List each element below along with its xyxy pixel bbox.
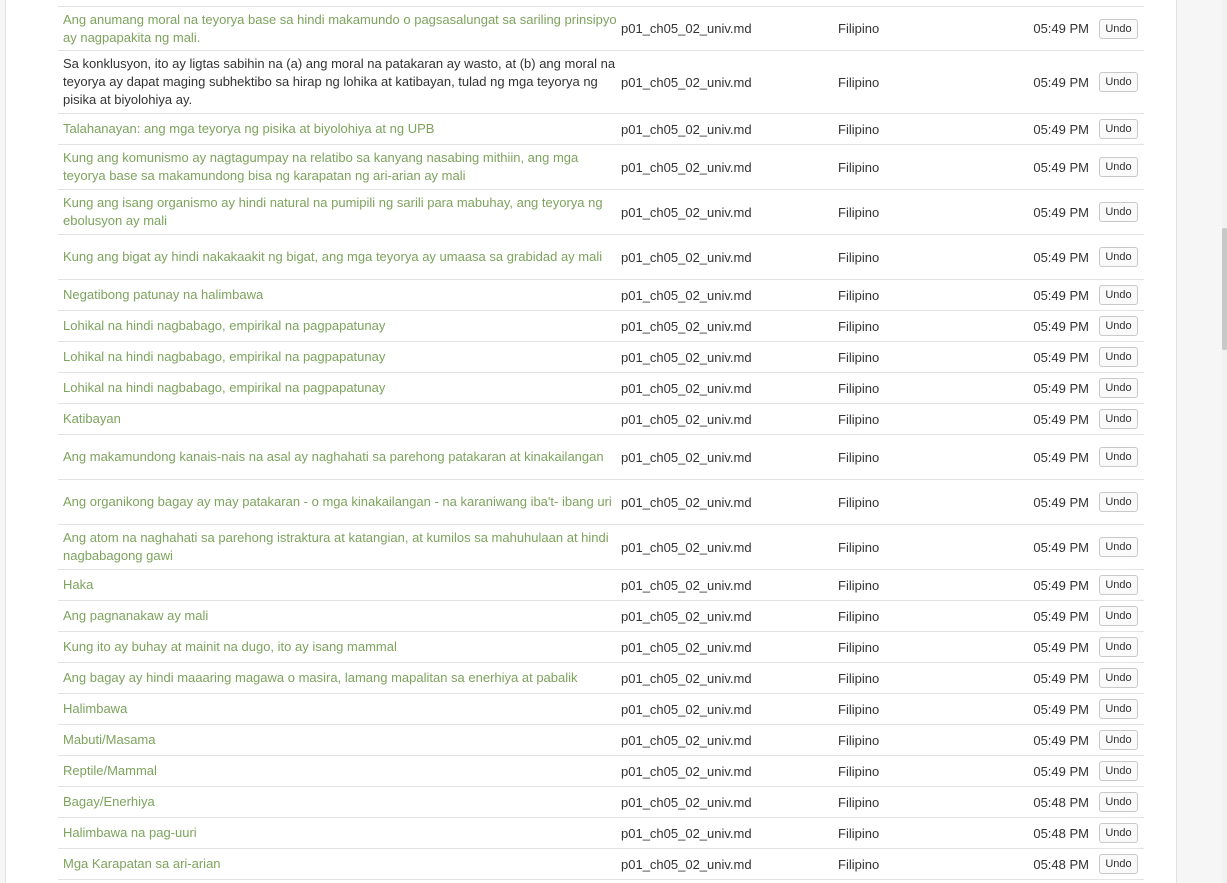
file-name: p01_ch05_02_univ.md — [621, 856, 752, 872]
file-name: p01_ch05_02_univ.md — [621, 494, 752, 510]
undo-button[interactable]: Undo — [1099, 72, 1138, 92]
timestamp: 05:49 PM — [1033, 608, 1089, 624]
language-label: Filipino — [838, 349, 880, 365]
timestamp: 05:49 PM — [1033, 287, 1089, 303]
segment-link[interactable]: Ang bagay ay hindi maaaring magawa o masira, lamang mapalitan sa enerhiya at pabalik — [63, 670, 578, 685]
language-label: Filipino — [838, 670, 880, 686]
file-name: p01_ch05_02_univ.md — [621, 204, 752, 220]
undo-button[interactable]: Undo — [1099, 537, 1138, 557]
table-row — [58, 435, 1144, 480]
timestamp: 05:49 PM — [1033, 74, 1089, 90]
undo-button[interactable]: Undo — [1099, 202, 1138, 222]
language-label: Filipino — [838, 318, 880, 334]
scrollbar-thumb[interactable] — [1222, 228, 1227, 350]
segment-link[interactable]: Mabuti/Masama — [63, 732, 156, 747]
segment-link[interactable]: Negatibong patunay na halimbawa — [63, 287, 264, 302]
file-name: p01_ch05_02_univ.md — [621, 732, 752, 748]
file-name: p01_ch05_02_univ.md — [621, 608, 752, 624]
segment-link[interactable]: Haka — [63, 577, 94, 592]
table-row — [58, 7, 1144, 51]
table-row — [58, 694, 1144, 725]
timestamp: 05:49 PM — [1033, 732, 1089, 748]
timestamp: 05:49 PM — [1033, 763, 1089, 779]
language-label: Filipino — [838, 380, 880, 396]
segment-link[interactable]: Ang atom na naghahati sa parehong istraktura at katangian, at kumilos sa mahuhulaan at hindi nagbabagong gawi — [63, 530, 609, 563]
undo-button[interactable]: Undo — [1099, 637, 1138, 657]
segment-link[interactable]: Halimbawa na pag-uuri — [63, 825, 197, 840]
undo-button[interactable]: Undo — [1099, 157, 1138, 177]
undo-button[interactable]: Undo — [1099, 409, 1138, 429]
table-row — [58, 849, 1144, 880]
language-label: Filipino — [838, 121, 880, 137]
timestamp: 05:49 PM — [1033, 539, 1089, 555]
table-row — [58, 725, 1144, 756]
language-label: Filipino — [838, 204, 880, 220]
segment-link[interactable]: Kung ang komunismo ay nagtagumpay na relatibo sa kanyang nasabing mithiin, ang mga teyorya base sa makamundong bisa ng karapatan ng ari-arian ay mali — [63, 150, 579, 183]
table-row — [58, 311, 1144, 342]
segment-link[interactable]: Kung ang isang organismo ay hindi natural na pumipili ng sarili para mabuhay, ang teyorya ng ebolusyon ay mali — [63, 195, 603, 228]
timestamp: 05:49 PM — [1033, 670, 1089, 686]
file-name: p01_ch05_02_univ.md — [621, 121, 752, 137]
language-label: Filipino — [838, 639, 880, 655]
timestamp: 05:48 PM — [1033, 825, 1089, 841]
timestamp: 05:49 PM — [1033, 318, 1089, 334]
file-name: p01_ch05_02_univ.md — [621, 411, 752, 427]
file-name: p01_ch05_02_univ.md — [621, 318, 752, 334]
segment-link[interactable]: Ang anumang moral na teyorya base sa hindi makamundo o pagsasalungat sa sariling prinsipyo ay nagpapakita ng mali. — [63, 11, 617, 45]
undo-button[interactable]: Undo — [1099, 792, 1138, 812]
undo-button[interactable]: Undo — [1099, 316, 1138, 336]
language-label: Filipino — [838, 249, 880, 265]
timestamp: 05:49 PM — [1033, 494, 1089, 510]
table-row — [58, 404, 1144, 435]
file-name: p01_ch05_02_univ.md — [621, 701, 752, 717]
timestamp: 05:49 PM — [1033, 449, 1089, 465]
undo-button[interactable]: Undo — [1099, 730, 1138, 750]
language-label: Filipino — [838, 494, 880, 510]
language-label: Filipino — [838, 701, 880, 717]
segment-text: Sa konklusyon, ito ay ligtas sabihin na (a) ang moral na patakaran ay wasto, at (b) ang moral na teyorya ay dapat maging subhektibo sa hirap ng lohika at katibayan, tulad ng mga teyorya ng pisika at biyolohiya ay. — [63, 56, 616, 107]
table-row — [58, 632, 1144, 663]
undo-button[interactable]: Undo — [1099, 606, 1138, 626]
timestamp: 05:49 PM — [1033, 349, 1089, 365]
undo-button[interactable]: Undo — [1099, 119, 1138, 139]
file-name: p01_ch05_02_univ.md — [621, 794, 752, 810]
undo-button[interactable]: Undo — [1099, 247, 1138, 267]
segment-link[interactable]: Lohikal na hindi nagbabago, empirikal na pagpapatunay — [63, 318, 386, 333]
scrollbar[interactable] — [1222, 0, 1227, 883]
segment-link[interactable]: Talahanayan: ang mga teyorya ng pisika at biyolohiya at ng UPB — [63, 121, 435, 136]
undo-button[interactable]: Undo — [1099, 285, 1138, 305]
segment-link[interactable]: Ang makamundong kanais-nais na asal ay naghahati sa parehong patakaran at kinakailangan — [63, 449, 604, 464]
undo-button[interactable]: Undo — [1099, 575, 1138, 595]
table-row — [58, 756, 1144, 787]
file-name: p01_ch05_02_univ.md — [621, 159, 752, 175]
table-row — [58, 570, 1144, 601]
timestamp: 05:49 PM — [1033, 21, 1089, 36]
timestamp: 05:49 PM — [1033, 159, 1089, 175]
file-name: p01_ch05_02_univ.md — [621, 670, 752, 686]
segment-link[interactable]: Halimbawa — [63, 701, 128, 716]
language-label: Filipino — [838, 794, 880, 810]
file-name: p01_ch05_02_univ.md — [621, 825, 752, 841]
table-row — [58, 787, 1144, 818]
segment-link[interactable]: Mga Karapatan sa ari-arian — [63, 856, 221, 871]
segment-link[interactable]: Ang pagnanakaw ay mali — [63, 608, 209, 623]
file-name: p01_ch05_02_univ.md — [621, 763, 752, 779]
language-label: Filipino — [838, 287, 880, 303]
undo-button[interactable]: Undo — [1099, 761, 1138, 781]
timestamp: 05:49 PM — [1033, 639, 1089, 655]
table-row — [58, 818, 1144, 849]
segment-link[interactable]: Lohikal na hindi nagbabago, empirikal na pagpapatunay — [63, 380, 386, 395]
language-label: Filipino — [838, 449, 880, 465]
file-name: p01_ch05_02_univ.md — [621, 380, 752, 396]
table-row — [58, 525, 1144, 570]
timestamp: 05:49 PM — [1033, 411, 1089, 427]
timestamp: 05:49 PM — [1033, 380, 1089, 396]
language-label: Filipino — [838, 732, 880, 748]
language-label: Filipino — [838, 74, 880, 90]
table-row — [58, 480, 1144, 525]
language-label: Filipino — [838, 825, 880, 841]
file-name: p01_ch05_02_univ.md — [621, 249, 752, 265]
segment-link[interactable]: Katibayan — [63, 411, 121, 426]
undo-button[interactable]: Undo — [1099, 19, 1138, 39]
table-row — [58, 114, 1144, 145]
timestamp: 05:49 PM — [1033, 577, 1089, 593]
language-label: Filipino — [838, 159, 880, 175]
file-name: p01_ch05_02_univ.md — [621, 639, 752, 655]
table-row — [58, 663, 1144, 694]
segment-link[interactable]: Ang organikong bagay ay may patakaran - o mga kinakailangan - na karaniwang iba't- ibang uri — [63, 494, 612, 509]
language-label: Filipino — [838, 539, 880, 555]
table-row — [58, 51, 1144, 114]
file-name: p01_ch05_02_univ.md — [621, 577, 752, 593]
language-label: Filipino — [838, 577, 880, 593]
table-row — [58, 342, 1144, 373]
undo-button[interactable]: Undo — [1099, 823, 1138, 843]
timestamp: 05:48 PM — [1033, 856, 1089, 872]
undo-button[interactable]: Undo — [1099, 447, 1138, 467]
undo-button[interactable]: Undo — [1099, 492, 1138, 512]
language-label: Filipino — [838, 411, 880, 427]
undo-button[interactable]: Undo — [1099, 347, 1138, 367]
undo-button[interactable]: Undo — [1099, 668, 1138, 688]
timestamp: 05:49 PM — [1033, 121, 1089, 137]
content-panel — [5, 0, 1177, 883]
timestamp: 05:48 PM — [1033, 794, 1089, 810]
file-name: p01_ch05_02_univ.md — [621, 74, 752, 90]
segment-link[interactable]: Bagay/Enerhiya — [63, 794, 155, 809]
segment-link[interactable]: Reptile/Mammal — [63, 763, 157, 778]
timestamp: 05:49 PM — [1033, 204, 1089, 220]
table-row — [58, 235, 1144, 280]
file-name: p01_ch05_02_univ.md — [621, 539, 752, 555]
segment-link[interactable]: Kung ang bigat ay hindi nakakaakit ng bigat, ang mga teyorya ay umaasa sa grabidad ay mali — [63, 249, 603, 264]
table-row — [58, 601, 1144, 632]
timestamp: 05:49 PM — [1033, 701, 1089, 717]
table-row — [58, 373, 1144, 404]
table-row — [58, 145, 1144, 190]
table-row — [58, 280, 1144, 311]
timestamp: 05:49 PM — [1033, 249, 1089, 265]
table-row — [58, 190, 1144, 235]
undo-button[interactable]: Undo — [1099, 854, 1138, 874]
file-name: p01_ch05_02_univ.md — [621, 349, 752, 365]
file-name: p01_ch05_02_univ.md — [621, 21, 752, 36]
language-label: Filipino — [838, 856, 880, 872]
undo-button[interactable]: Undo — [1099, 378, 1138, 398]
file-name: p01_ch05_02_univ.md — [621, 287, 752, 303]
segment-link[interactable]: Lohikal na hindi nagbabago, empirikal na pagpapatunay — [63, 349, 386, 364]
undo-button[interactable]: Undo — [1099, 699, 1138, 719]
language-label: Filipino — [838, 21, 880, 36]
language-label: Filipino — [838, 608, 880, 624]
file-name: p01_ch05_02_univ.md — [621, 449, 752, 465]
language-label: Filipino — [838, 763, 880, 779]
segment-link[interactable]: Kung ito ay buhay at mainit na dugo, ito ay isang mammal — [63, 639, 397, 654]
activity-list — [58, 6, 1144, 880]
